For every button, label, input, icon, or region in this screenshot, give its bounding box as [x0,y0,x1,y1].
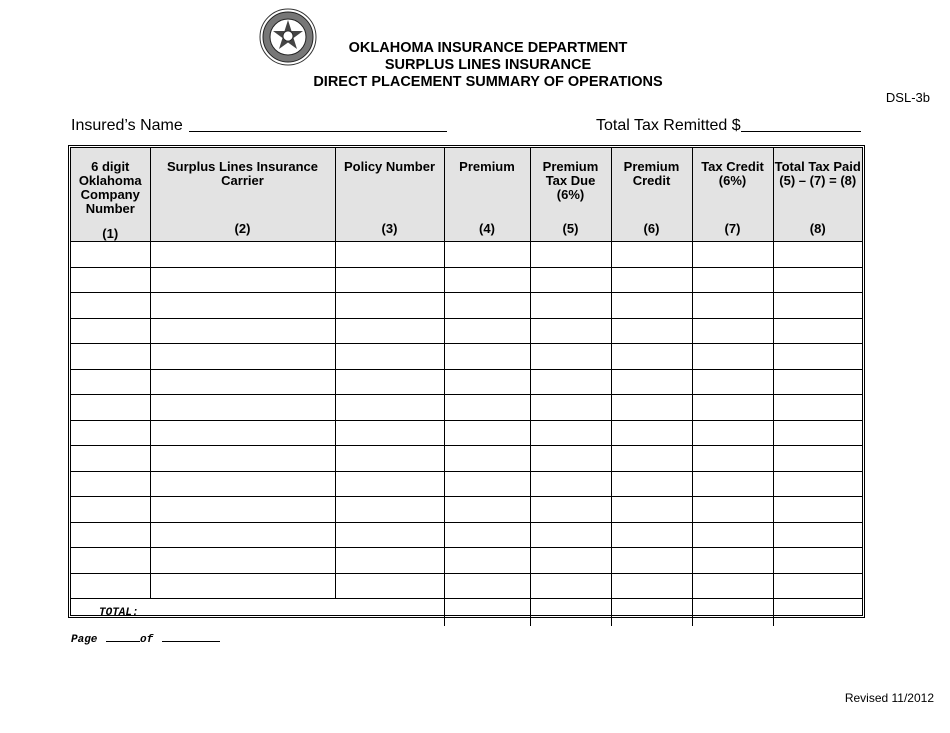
entry-cell[interactable] [444,446,530,472]
form-title-block [250,40,726,91]
entry-cell[interactable] [773,573,862,599]
entry-cell[interactable] [530,344,611,370]
entry-cell[interactable] [611,242,692,268]
entry-cell[interactable] [335,446,444,472]
entry-cell[interactable] [530,497,611,523]
entry-cell[interactable] [71,293,150,319]
entry-cell[interactable] [692,242,773,268]
entry-cell[interactable] [150,318,335,344]
entry-cell[interactable] [692,395,773,421]
entry-cell[interactable] [150,242,335,268]
entry-cell[interactable] [692,522,773,548]
entry-cell[interactable] [530,420,611,446]
insured-name-label: Insured’s Name [71,117,183,134]
entry-cell[interactable] [335,573,444,599]
entry-cell[interactable] [335,369,444,395]
entry-cell[interactable] [71,242,150,268]
page-number-input-line[interactable] [106,631,140,642]
entry-cell[interactable] [150,369,335,395]
col-header-company-number: 6 digit Oklahoma Company Number (1) [71,148,150,242]
entry-cell[interactable] [530,471,611,497]
total-cell[interactable] [773,599,862,627]
entry-cell[interactable] [150,420,335,446]
entry-cell[interactable] [773,548,862,574]
entry-cell[interactable] [335,242,444,268]
table-row [71,497,862,523]
entry-cell[interactable] [335,420,444,446]
entry-cell[interactable] [773,293,862,319]
entry-cell[interactable] [150,344,335,370]
total-label: TOTAL: [71,599,444,627]
entry-cell[interactable] [773,522,862,548]
total-cell[interactable] [611,599,692,627]
entry-cell[interactable] [611,395,692,421]
entry-cell[interactable] [335,522,444,548]
total-cell[interactable] [530,599,611,627]
entry-cell[interactable] [335,344,444,370]
total-tax-remitted-field [596,115,861,135]
entry-cell[interactable] [692,471,773,497]
entry-cell[interactable] [611,573,692,599]
entry-cell[interactable] [444,344,530,370]
total-cell[interactable] [692,599,773,627]
insured-name-field [71,115,447,135]
entry-cell[interactable] [692,446,773,472]
entry-cell[interactable] [611,497,692,523]
entry-cell[interactable] [530,395,611,421]
entry-cell[interactable] [773,446,862,472]
entry-cell[interactable] [611,369,692,395]
department-title: OKLAHOMA INSURANCE DEPARTMENT [348,40,628,56]
col-header-premium-credit: Premium Credit (6) [611,148,692,242]
entry-cell[interactable] [444,471,530,497]
entry-cell[interactable] [611,293,692,319]
entry-cell[interactable] [71,420,150,446]
entry-cell[interactable] [71,267,150,293]
insured-name-input-line[interactable] [189,115,447,132]
entry-cell[interactable] [444,548,530,574]
table-row [71,344,862,370]
page-label: Page [71,634,98,646]
entry-cell[interactable] [773,395,862,421]
entry-cell[interactable] [773,497,862,523]
entry-cell[interactable] [692,267,773,293]
form-title: DIRECT PLACEMENT SUMMARY OF OPERATIONS [313,74,663,90]
page-total-input-line[interactable] [162,631,220,642]
entry-cell[interactable] [611,267,692,293]
entry-cell[interactable] [335,497,444,523]
entry-cell[interactable] [71,573,150,599]
entry-cell[interactable] [530,522,611,548]
total-cell[interactable] [444,599,530,627]
summary-table [68,145,865,618]
entry-cell[interactable] [71,471,150,497]
entry-cell[interactable] [692,344,773,370]
table-row [71,548,862,574]
entry-cell[interactable] [611,446,692,472]
entry-cell[interactable] [150,395,335,421]
entry-cell[interactable] [71,369,150,395]
table-row [71,395,862,421]
entry-cell[interactable] [444,318,530,344]
entry-cell[interactable] [773,344,862,370]
of-label: of [140,634,154,646]
entry-cell[interactable] [444,267,530,293]
entry-cell[interactable] [335,318,444,344]
entry-cell[interactable] [692,497,773,523]
col-header-premium-tax-due: Premium Tax Due (6%) (5) [530,148,611,242]
entry-cell[interactable] [530,446,611,472]
entry-cell[interactable] [530,242,611,268]
table-row [71,522,862,548]
entry-cell[interactable] [335,471,444,497]
table-row [71,446,862,472]
table-row [71,242,862,268]
total-tax-remitted-input-line[interactable] [741,115,861,132]
entry-cell[interactable] [611,522,692,548]
entry-cell[interactable] [692,573,773,599]
entry-cell[interactable] [71,497,150,523]
entry-cell[interactable] [611,471,692,497]
entry-cell[interactable] [71,344,150,370]
entry-cell[interactable] [444,497,530,523]
entry-cell[interactable] [692,420,773,446]
page-number-line [71,631,220,646]
table-row [71,573,862,599]
entry-cell[interactable] [530,573,611,599]
entry-cell[interactable] [611,344,692,370]
entry-cell[interactable] [335,548,444,574]
entry-cell[interactable] [71,446,150,472]
entry-cell[interactable] [773,267,862,293]
total-row [71,599,862,627]
entry-cell[interactable] [150,548,335,574]
col-header-tax-credit: Tax Credit (6%) (7) [692,148,773,242]
table-row [71,471,862,497]
entry-cell[interactable] [692,548,773,574]
entry-cell[interactable] [611,420,692,446]
table-row [71,267,862,293]
entry-cell[interactable] [773,420,862,446]
entry-cell[interactable] [611,318,692,344]
col-header-total-tax-paid: Total Tax Paid (5) – (7) = (8) (8) [773,148,862,242]
entry-cell[interactable] [692,293,773,319]
entry-cell[interactable] [773,471,862,497]
entry-cell[interactable] [773,318,862,344]
entry-cell[interactable] [71,395,150,421]
entry-cell[interactable] [692,318,773,344]
entry-cell[interactable] [530,318,611,344]
entry-cell[interactable] [150,522,335,548]
entry-cell[interactable] [530,548,611,574]
entry-cell[interactable] [692,369,773,395]
entry-cell[interactable] [150,497,335,523]
table-row [71,293,862,319]
entry-cell[interactable] [530,293,611,319]
entry-cell[interactable] [71,318,150,344]
entry-cell[interactable] [444,293,530,319]
col-header-premium: Premium (4) [444,148,530,242]
table-row [71,420,862,446]
col-header-carrier: Surplus Lines Insurance Carrier (2) [150,148,335,242]
entry-cell[interactable] [530,369,611,395]
entry-cell[interactable] [150,471,335,497]
entry-cell[interactable] [335,395,444,421]
entry-cell[interactable] [444,420,530,446]
division-title: SURPLUS LINES INSURANCE [384,57,592,73]
total-tax-remitted-label: Total Tax Remitted $ [596,117,741,134]
entry-cell[interactable] [773,369,862,395]
entry-cell[interactable] [611,548,692,574]
entry-cell[interactable] [530,267,611,293]
entry-cell[interactable] [71,548,150,574]
table-row [71,369,862,395]
entry-cell[interactable] [150,267,335,293]
entry-cell[interactable] [444,395,530,421]
col-header-policy-number: Policy Number (3) [335,148,444,242]
entry-cell[interactable] [444,242,530,268]
revision-date: Revised 11/2012 [844,691,934,705]
table-row [71,318,862,344]
entry-cell[interactable] [71,522,150,548]
entry-cell[interactable] [150,293,335,319]
entry-cell[interactable] [150,446,335,472]
entry-cell[interactable] [444,369,530,395]
entry-cell[interactable] [335,267,444,293]
entry-cell[interactable] [335,293,444,319]
entry-cell[interactable] [150,573,335,599]
entry-cell[interactable] [773,242,862,268]
form-id: DSL-3b [885,90,930,105]
entry-cell[interactable] [444,573,530,599]
entry-cell[interactable] [444,522,530,548]
